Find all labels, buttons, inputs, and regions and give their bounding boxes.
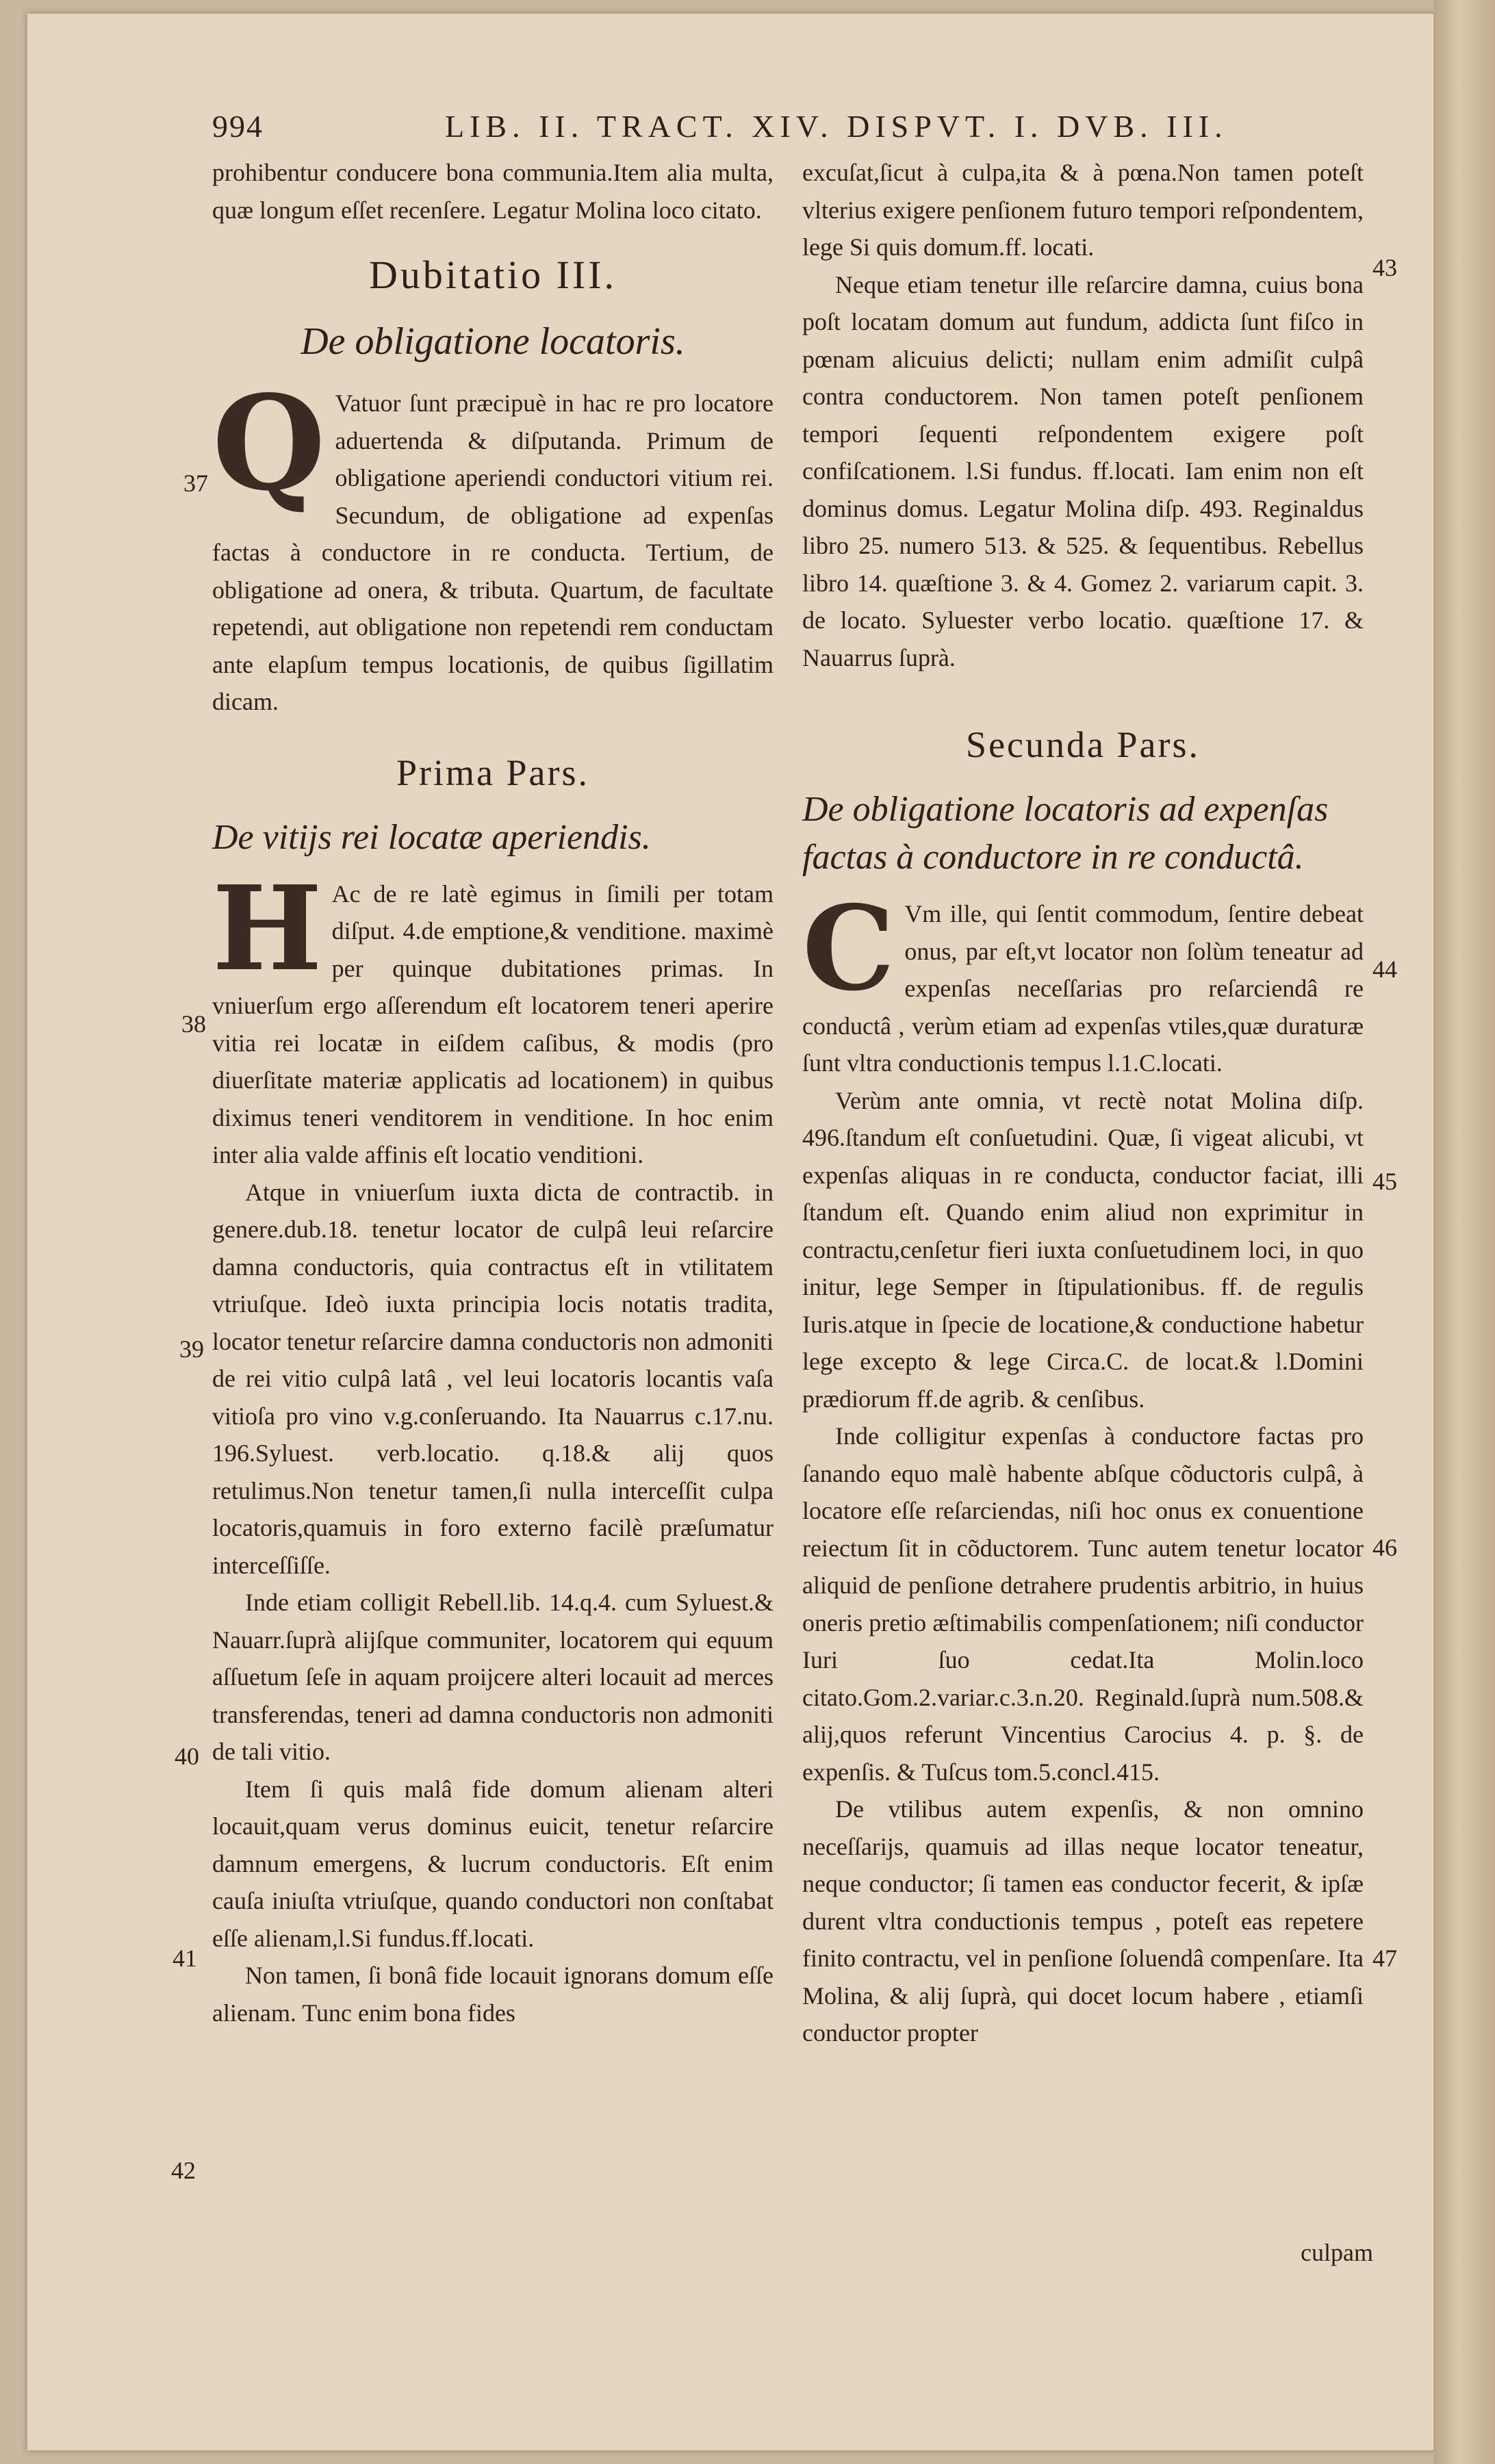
margin-number-44: 44 [1372,955,1397,983]
left-column [212,154,774,2031]
margin-number-38: 38 [181,1010,206,1038]
secunda-pars-subtitle: De obligatione locatoris ad expenſas factas à conductore in re conductâ. [802,790,1329,877]
paragraph-44 [802,880,1364,1082]
margin-number-39: 39 [179,1335,204,1363]
paragraph-46 [802,1417,1364,1791]
left-top-text: prohibentur conducere bona communia.Item alia multa, quæ longum eſſet recenſere. Legatur Molina loco citato. [212,159,774,224]
paragraph-43-text: Neque etiam tenetur ille reſarcire damna, cuius bona poſt locatam domum aut fundum, addicta ſunt fiſco in pœnam alicuius delicti; nullam enim admiſit culpâ contra conductorem. Non tamen poteſt penſionem tempori ſequenti reſpondentem exigere poſt confiſcationem. l.Si fundus. ff.locati. Iam enim non eſt dominus domus. Legatur Molina diſp. 493. Reginaldus libro 25. numero 513. & 525. & ſequentibus. Rebellus libro 14. quæſtione 3. & 4. Gomez 2. variarum capit. 3. de locato. Syluester verbo locatio. quæſtione 17. & Nauarrus ſuprà. [802,270,1364,671]
paragraph-38 [212,860,774,1174]
paragraph-46-text: Inde colligitur expenſas à conductore factas pro ſanando equo malè habente abſque cõductoris culpâ, à locatore eſſe reſarciendas, niſi hoc onus ex conuentione reiectum ſit in cõductorem. Tunc autem tenetur locator aliquid de penſione detrahere prudentis arbitrio, in huius oneris pretio æſtimabilis compenſationem; niſi conductor Iuri ſuo cedat.Ita Molin.loco citato.Gom.2.variar.c.3.n.20. Reginald.ſuprà num.508.& alij,quos referunt Vincentius Carocius 4. p. §. de expenſis. & Tuſcus tom.5.concl.415. [802,1422,1364,1786]
paragraph-38-text: Ac de re latè egimus in ſimili per totam diſput. 4.de emptione,& venditione. maximè per quinque dubitationes primas. In vniuerſum ergo aſſerendum eſt locatorem teneri aperire vitia rei locatæ in eiſdem caſibus, & modis (pro diuerſitate materiæ applicatis ad locationem) in quibus diximus teneri venditorem in venditione. In hoc enim inter alia valde affinis eſt locatio venditioni. [212,880,774,1168]
prima-pars-title: Prima Pars. [396,752,589,793]
dropcap-c: C [802,880,895,1017]
paragraph-41 [212,1771,774,1958]
paragraph-39 [212,1174,774,1584]
section-title: De obligatione locatoris. [301,320,685,363]
page-number: 994 [212,109,264,144]
margin-number-45: 45 [1372,1168,1397,1195]
paragraph-47-text: De vtilibus autem expenſis, & non omnino neceſſarijs, quamuis ad illas neque locator teneatur, neque conductor; ſi tamen eas conductor fecerit, & ipſæ durent vltra conductionis tempus , poteſt eas repetere finito contractu, vel in penſione ſoluendâ compenſare. Ita Molina, & alij ſuprà, qui docet locum habere , etiamſi conductor propter [802,1795,1364,2046]
paragraph-43 [802,266,1364,677]
margin-number-40: 40 [175,1743,199,1770]
secunda-pars-title: Secunda Pars. [966,724,1200,765]
right-top-text: excuſat,ſicut à culpa,ita & à pœna.Non tamen poteſt vlterius exigere penſionem futuro tempori reſpondentem, lege Si quis domum.ff. locati. [802,159,1364,261]
page-header [199,103,1362,151]
paragraph-41-text: Item ſi quis malâ fide domum alienam alteri locauit,quam verus dominus euicit, tenetur reſarcire damnum emergens, & lucrum conductoris. Eſt enim cauſa iniuſta vtriuſque, quando conductori non conſtabat eſſe alienam,l.Si fundus.ff.locati. [212,1775,774,1952]
paragraph-37-text: Vatuor ſunt præcipuè in hac re pro locatore aduertenda & diſputanda. Primum de obligatione aperiendi conductori vitium rei. Secundum, de obligatione ad expenſas factas à conductore in re conducta. Tertium, de obligatione ad onera, & tributa. Quartum, de facultate repetendi, aut obligatione non repetendi rem conductam ante elapſum tempus locationis, de quibus ſigillatim dicam. [212,389,774,715]
running-head: LIB. II. TRACT. XIV. DISPVT. I. DVB. III. [445,109,1228,144]
paragraph-45-text: Verùm ante omnia, vt rectè notat Molina diſp. 496.ſtandum eſt conſuetudini. Quæ, ſi vigeat alicubi, vt expenſas aliquas in re conducta, conductor faciat, illi ſtandum eſt. Quando enim aliud non exprimitur in contractu,cenſetur fieri iuxta conſuetudinem loci, in quo initur, lege Semper in ſtipulationibus. ff. de regulis Iuris.atque in ſpecie de locatione,& conductione habetur lege excepto & lege Circa.C. de locat.& l.Domini prædiorum ff.de agrib. & cenſibus. [802,1086,1364,1413]
paragraph-47 [802,1791,1364,2052]
paragraph-42 [212,1957,774,2031]
page-gutter [1433,0,1495,2464]
margin-number-41: 41 [172,1945,197,1972]
paragraph-40 [212,1584,774,1771]
margin-number-47: 47 [1372,1945,1397,1972]
margin-number-43: 43 [1372,254,1397,281]
margin-number-46: 46 [1372,1534,1397,1561]
catchword: culpam [1301,2239,1373,2266]
dubitatio-title: Dubitatio III. [368,253,617,297]
prima-pars-subtitle: De vitijs rei locatæ aperiendis. [212,817,651,857]
paragraph-42-text: Non tamen, ſi bonâ fide locauit ignorans domum eſſe alienam. Tunc enim bona fides [212,1962,774,2027]
dropcap-q: Q [212,367,326,519]
paragraph-40-text: Inde etiam colligit Rebell.lib. 14.q.4. cum Syluest.& Nauarr.ſuprà alijſque communiter, locatorem qui equum aſſuetum ſeſe in aquam proijcere alteri locauit ad merces transferendas, teneri ad damna conductoris non admoniti de tali vitio. [212,1589,774,1765]
paragraph-44-text: Vm ille, qui ſentit commodum, ſentire debeat onus, par eſt,vt locator non ſolùm teneatur ad expenſas neceſſarias pro reſarciendâ re conductâ , verùm etiam ad expenſas vtiles,quæ duraturæ ſunt vltra conductionis tempus l.1.C.locati. [802,900,1364,1077]
paragraph-45 [802,1082,1364,1418]
margin-number-37: 37 [183,470,208,497]
paragraph-39-text: Atque in vniuerſum iuxta dicta de contractib. in genere.dub.18. tenetur locator de culpâ leui reſarcire damna conductoris, quia contractus eſt in vtilitatem vtriuſque. Ideò iuxta principia locis notatis tradita, locator tenetur reſarcire damna conductoris non admoniti de rei vitio culpâ latâ , vel leui locatoris locantis vaſa vitioſa pro vino v.g.conſeruando. Ita Nauarrus c.17.nu. 196.Syluest. verb.locatio. q.18.& alij quos retulimus.Non tenetur tamen,ſi nulla interceſſit culpa locatoris,quamuis in foro externo facilè præſumatur interceſſiſſe. [212,1178,774,1579]
dropcap-h: H [212,860,322,997]
margin-number-42: 42 [171,2157,196,2184]
right-column [802,154,1364,2052]
paragraph-37 [212,367,774,721]
